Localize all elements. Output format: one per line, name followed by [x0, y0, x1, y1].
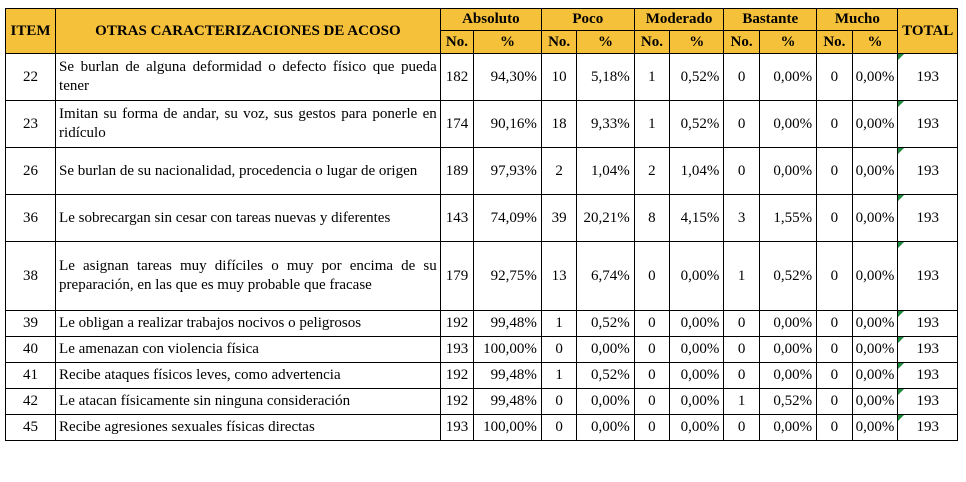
percent-cell: 0,00% [759, 363, 816, 389]
value-cell: 0 [724, 363, 759, 389]
value-cell: 0 [817, 195, 852, 242]
value-cell: 143 [440, 195, 473, 242]
percent-cell: 100,00% [474, 337, 542, 363]
table-row [6, 337, 958, 363]
percent-cell: 0,00% [852, 415, 898, 441]
value-cell: 18 [541, 101, 576, 148]
total-value: 193 [916, 341, 939, 357]
item-cell: 40 [6, 337, 56, 363]
table-row [6, 195, 958, 242]
table-row [6, 415, 958, 441]
value-cell: 0 [634, 337, 669, 363]
table-row [6, 54, 958, 101]
value-cell: 192 [440, 311, 473, 337]
total-value: 193 [916, 367, 939, 383]
value-cell: 1 [541, 363, 576, 389]
value-cell: 0 [634, 363, 669, 389]
value-cell: 1 [541, 311, 576, 337]
header-total: TOTAL [898, 9, 958, 54]
total-value: 193 [916, 315, 939, 331]
percent-cell: 0,00% [852, 54, 898, 101]
header-group-bastante: Bastante [724, 9, 817, 31]
value-cell: 3 [724, 195, 759, 242]
value-cell: 0 [817, 54, 852, 101]
percent-cell: 0,00% [759, 54, 816, 101]
total-cell [898, 389, 958, 415]
percent-cell: 0,52% [670, 101, 724, 148]
table-row [6, 389, 958, 415]
value-cell: 0 [817, 363, 852, 389]
subheader-pct: % [852, 31, 898, 54]
percent-cell: 0,00% [670, 337, 724, 363]
total-cell [898, 195, 958, 242]
header-item: ITEM [6, 9, 56, 54]
total-cell [898, 337, 958, 363]
cell-flag-icon [898, 195, 904, 201]
total-value: 193 [916, 162, 939, 179]
percent-cell: 99,48% [474, 363, 542, 389]
value-cell: 1 [634, 54, 669, 101]
item-cell: 23 [6, 101, 56, 148]
value-cell: 0 [541, 337, 576, 363]
item-cell: 45 [6, 415, 56, 441]
percent-cell: 0,52% [577, 311, 634, 337]
table-row [6, 101, 958, 148]
value-cell: 0 [634, 311, 669, 337]
percent-cell: 0,00% [852, 242, 898, 311]
subheader-no: No. [541, 31, 576, 54]
table-row [6, 242, 958, 311]
description-cell: Se burlan de su nacionalidad, procedencia o lugar de origen [56, 148, 441, 195]
value-cell: 189 [440, 148, 473, 195]
percent-cell: 0,52% [759, 389, 816, 415]
total-cell [898, 311, 958, 337]
percent-cell: 0,00% [759, 415, 816, 441]
header-row [6, 9, 958, 31]
value-cell: 0 [724, 54, 759, 101]
value-cell: 2 [541, 148, 576, 195]
value-cell: 13 [541, 242, 576, 311]
percent-cell: 20,21% [577, 195, 634, 242]
value-cell: 0 [541, 389, 576, 415]
percent-cell: 1,04% [670, 148, 724, 195]
value-cell: 179 [440, 242, 473, 311]
value-cell: 0 [724, 148, 759, 195]
percent-cell: 0,00% [577, 337, 634, 363]
total-cell [898, 415, 958, 441]
subheader-no: No. [724, 31, 759, 54]
cell-flag-icon [898, 389, 904, 395]
percent-cell: 100,00% [474, 415, 542, 441]
cell-flag-icon [898, 363, 904, 369]
cell-flag-icon [898, 242, 904, 248]
total-cell [898, 101, 958, 148]
header-description: OTRAS CARACTERIZACIONES DE ACOSO [56, 9, 441, 54]
percent-cell: 0,00% [670, 311, 724, 337]
item-cell: 39 [6, 311, 56, 337]
percent-cell: 99,48% [474, 311, 542, 337]
subheader-pct: % [577, 31, 634, 54]
table-row [6, 148, 958, 195]
percent-cell: 97,93% [474, 148, 542, 195]
total-value: 193 [916, 393, 939, 409]
description-cell: Se burlan de alguna deformidad o defecto físico que pueda tener [56, 54, 441, 101]
percent-cell: 0,00% [852, 101, 898, 148]
value-cell: 0 [817, 101, 852, 148]
header-group-poco: Poco [541, 9, 634, 31]
table-row [6, 363, 958, 389]
percent-cell: 0,52% [759, 242, 816, 311]
percent-cell: 0,52% [577, 363, 634, 389]
description-cell: Recibe ataques físicos leves, como advertencia [56, 363, 441, 389]
percent-cell: 0,00% [759, 101, 816, 148]
value-cell: 182 [440, 54, 473, 101]
percent-cell: 1,04% [577, 148, 634, 195]
description-cell: Le amenazan con violencia física [56, 337, 441, 363]
cell-flag-icon [898, 337, 904, 343]
value-cell: 39 [541, 195, 576, 242]
total-value: 193 [916, 68, 939, 85]
percent-cell: 0,00% [759, 337, 816, 363]
value-cell: 0 [817, 242, 852, 311]
value-cell: 0 [817, 415, 852, 441]
value-cell: 2 [634, 148, 669, 195]
description-cell: Imitan su forma de andar, su voz, sus gestos para ponerle en ridículo [56, 101, 441, 148]
percent-cell: 6,74% [577, 242, 634, 311]
value-cell: 10 [541, 54, 576, 101]
value-cell: 1 [634, 101, 669, 148]
item-cell: 26 [6, 148, 56, 195]
percent-cell: 0,00% [670, 363, 724, 389]
total-value: 193 [916, 419, 939, 435]
percent-cell: 0,00% [852, 195, 898, 242]
percent-cell: 0,00% [852, 389, 898, 415]
item-cell: 36 [6, 195, 56, 242]
percent-cell: 0,00% [852, 148, 898, 195]
value-cell: 192 [440, 389, 473, 415]
cell-flag-icon [898, 54, 904, 60]
value-cell: 0 [817, 148, 852, 195]
percent-cell: 4,15% [670, 195, 724, 242]
percent-cell: 0,00% [670, 389, 724, 415]
value-cell: 1 [724, 389, 759, 415]
table-row [6, 311, 958, 337]
percent-cell: 0,00% [577, 389, 634, 415]
value-cell: 0 [724, 415, 759, 441]
percent-cell: 5,18% [577, 54, 634, 101]
value-cell: 8 [634, 195, 669, 242]
percent-cell: 0,52% [670, 54, 724, 101]
percent-cell: 0,00% [759, 311, 816, 337]
value-cell: 193 [440, 337, 473, 363]
total-value: 193 [916, 267, 939, 284]
percent-cell: 99,48% [474, 389, 542, 415]
total-value: 193 [916, 115, 939, 132]
value-cell: 0 [724, 311, 759, 337]
cell-flag-icon [898, 148, 904, 154]
description-cell: Le sobrecargan sin cesar con tareas nuevas y diferentes [56, 195, 441, 242]
percent-cell: 0,00% [670, 242, 724, 311]
percent-cell: 0,00% [759, 148, 816, 195]
value-cell: 1 [724, 242, 759, 311]
subheader-no: No. [817, 31, 852, 54]
value-cell: 0 [817, 337, 852, 363]
percent-cell: 0,00% [577, 415, 634, 441]
subheader-pct: % [670, 31, 724, 54]
value-cell: 0 [634, 415, 669, 441]
percent-cell: 92,75% [474, 242, 542, 311]
value-cell: 0 [541, 415, 576, 441]
harassment-table [5, 8, 958, 441]
value-cell: 0 [634, 242, 669, 311]
cell-flag-icon [898, 101, 904, 107]
description-cell: Le atacan físicamente sin ninguna consideración [56, 389, 441, 415]
percent-cell: 74,09% [474, 195, 542, 242]
header-group-absoluto: Absoluto [440, 9, 541, 31]
header-group-moderado: Moderado [634, 9, 724, 31]
value-cell: 0 [817, 389, 852, 415]
value-cell: 0 [724, 101, 759, 148]
total-cell [898, 148, 958, 195]
percent-cell: 0,00% [852, 337, 898, 363]
item-cell: 22 [6, 54, 56, 101]
percent-cell: 0,00% [852, 311, 898, 337]
value-cell: 0 [724, 337, 759, 363]
subheader-no: No. [634, 31, 669, 54]
percent-cell: 90,16% [474, 101, 542, 148]
percent-cell: 94,30% [474, 54, 542, 101]
subheader-pct: % [474, 31, 542, 54]
percent-cell: 0,00% [670, 415, 724, 441]
value-cell: 192 [440, 363, 473, 389]
percent-cell: 1,55% [759, 195, 816, 242]
description-cell: Le obligan a realizar trabajos nocivos o peligrosos [56, 311, 441, 337]
value-cell: 0 [817, 311, 852, 337]
value-cell: 0 [634, 389, 669, 415]
cell-flag-icon [898, 311, 904, 317]
total-cell [898, 242, 958, 311]
total-value: 193 [916, 209, 939, 226]
value-cell: 193 [440, 415, 473, 441]
item-cell: 41 [6, 363, 56, 389]
cell-flag-icon [898, 415, 904, 421]
description-cell: Recibe agresiones sexuales físicas directas [56, 415, 441, 441]
subheader-no: No. [440, 31, 473, 54]
item-cell: 38 [6, 242, 56, 311]
total-cell [898, 54, 958, 101]
total-cell [898, 363, 958, 389]
subheader-pct: % [759, 31, 816, 54]
value-cell: 174 [440, 101, 473, 148]
description-cell: Le asignan tareas muy difíciles o muy por encima de su preparación, en las que es muy probable que fracase [56, 242, 441, 311]
item-cell: 42 [6, 389, 56, 415]
percent-cell: 0,00% [852, 363, 898, 389]
header-group-mucho: Mucho [817, 9, 898, 31]
percent-cell: 9,33% [577, 101, 634, 148]
